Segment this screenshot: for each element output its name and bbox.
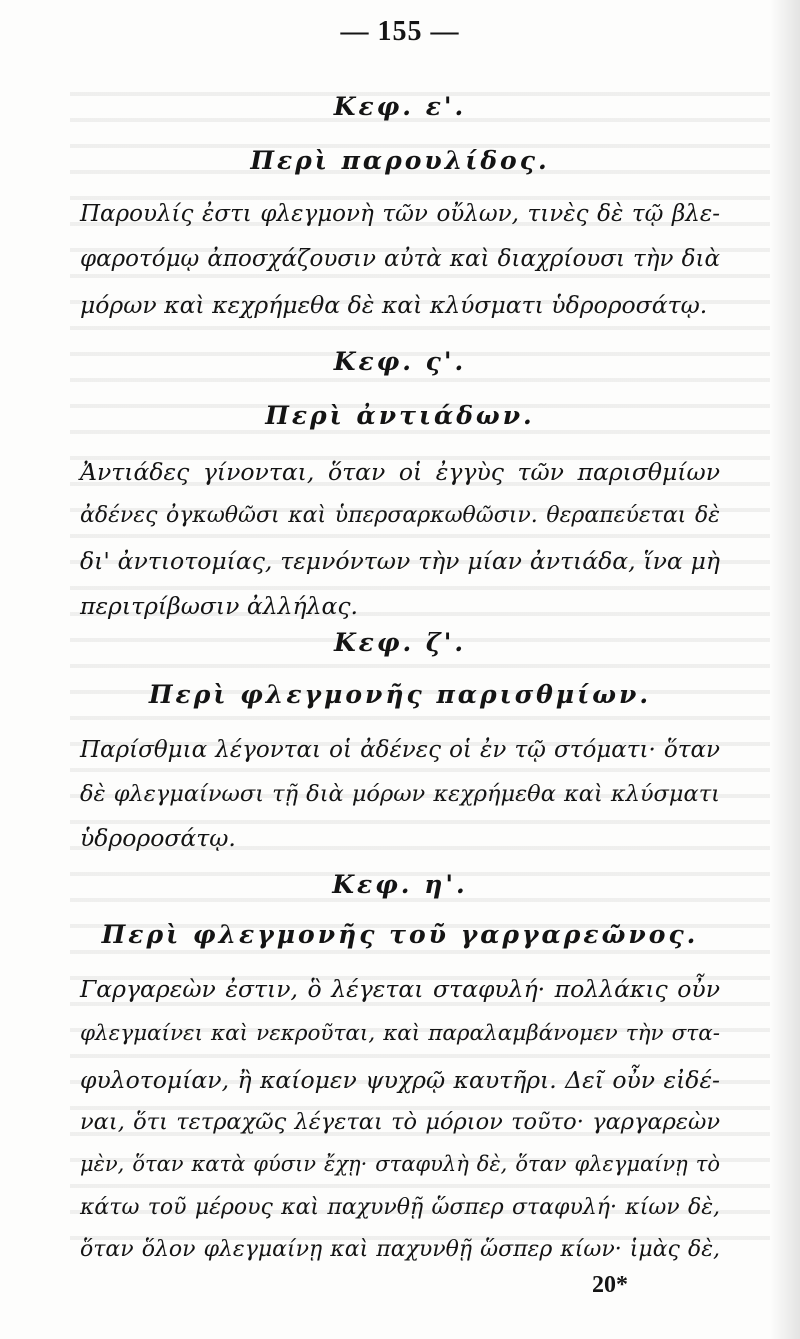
chapter-title: Περὶ ἀντιάδων. [265,401,535,430]
text-line: μόρων καὶ κεχρήμεθα δὲ καὶ κλύσματι ὑδροροσάτῳ. [80,291,708,319]
text-line: κάτω τοῦ μέρους καὶ παχυνθῇ ὥσπερ σταφυλή· κίων δὲ, [80,1195,720,1220]
text-line: περιτρίβωσιν ἀλλήλας. [80,592,359,620]
chapter-heading: Κεφ. ζ'. [333,628,467,657]
chapter-heading: Κεφ. ε'. [333,92,467,121]
text-line: ὑδροροσάτῳ. [80,824,236,852]
text-line: Παρουλίς ἐστι φλεγμονὴ τῶν οὔλων, τινὲς δὲ τῷ βλε- [80,201,720,227]
text-line: φαροτόμῳ ἀποσχάζουσιν αὐτὰ καὶ διαχρίουσι τὴν διὰ [80,246,720,272]
chapter-heading: Κεφ. ς'. [333,347,467,376]
page-number: — 155 — [340,16,460,47]
text-line: Γαργαρεὼν ἐστιν, ὃ λέγεται σταφυλή· πολλάκις οὖν [80,975,720,1003]
page-spine-shadow [770,0,800,1339]
text-line: φυλοτομίαν, ἢ καίομεν ψυχρῷ καυτῆρι. Δεῖ οὖν εἰδέ- [80,1066,720,1094]
text-line: ὅταν ὅλον φλεγμαίνῃ καὶ παχυνθῇ ὥσπερ κίων· ἱμὰς δὲ, [80,1237,720,1262]
chapter-title: Περὶ φλεγμονῆς παρισθμίων. [148,680,652,709]
chapter-heading: Κεφ. η'. [332,870,468,899]
text-line: φλεγμαίνει καὶ νεκροῦται, καὶ παραλαμβάνομεν τὴν στα- [80,1021,720,1046]
text-line: Παρίσθμια λέγονται οἱ ἀδένες οἱ ἐν τῷ στόματι· ὅταν [80,737,720,763]
text-line: μὲν, ὅταν κατὰ φύσιν ἔχῃ· σταφυλὴ δὲ, ὅταν φλεγμαίνῃ τὸ [80,1152,720,1176]
signature-mark: 20* [592,1272,628,1298]
chapter-title: Περὶ φλεγμονῆς τοῦ γαργαρεῶνος. [101,920,699,949]
text-line: δι' ἀντιοτομίας, τεμνόντων τὴν μίαν ἀντιάδα, ἵνα μὴ [80,547,720,575]
text-line: ἀδένες ὀγκωθῶσι καὶ ὑπερσαρκωθῶσιν. θεραπεύεται δὲ [80,503,720,528]
chapter-title: Περὶ παρουλίδος. [250,146,550,175]
text-line: δὲ φλεγμαίνωσι τῇ διὰ μόρων κεχρήμεθα καὶ κλύσματι [80,781,720,807]
text-line: Ἀντιάδες γίνονται, ὅταν οἱ ἐγγὺς τῶν παρισθμίων [80,458,720,486]
text-line: ναι, ὅτι τετραχῶς λέγεται τὸ μόριον τοῦτο· γαργαρεὼν [80,1109,720,1135]
